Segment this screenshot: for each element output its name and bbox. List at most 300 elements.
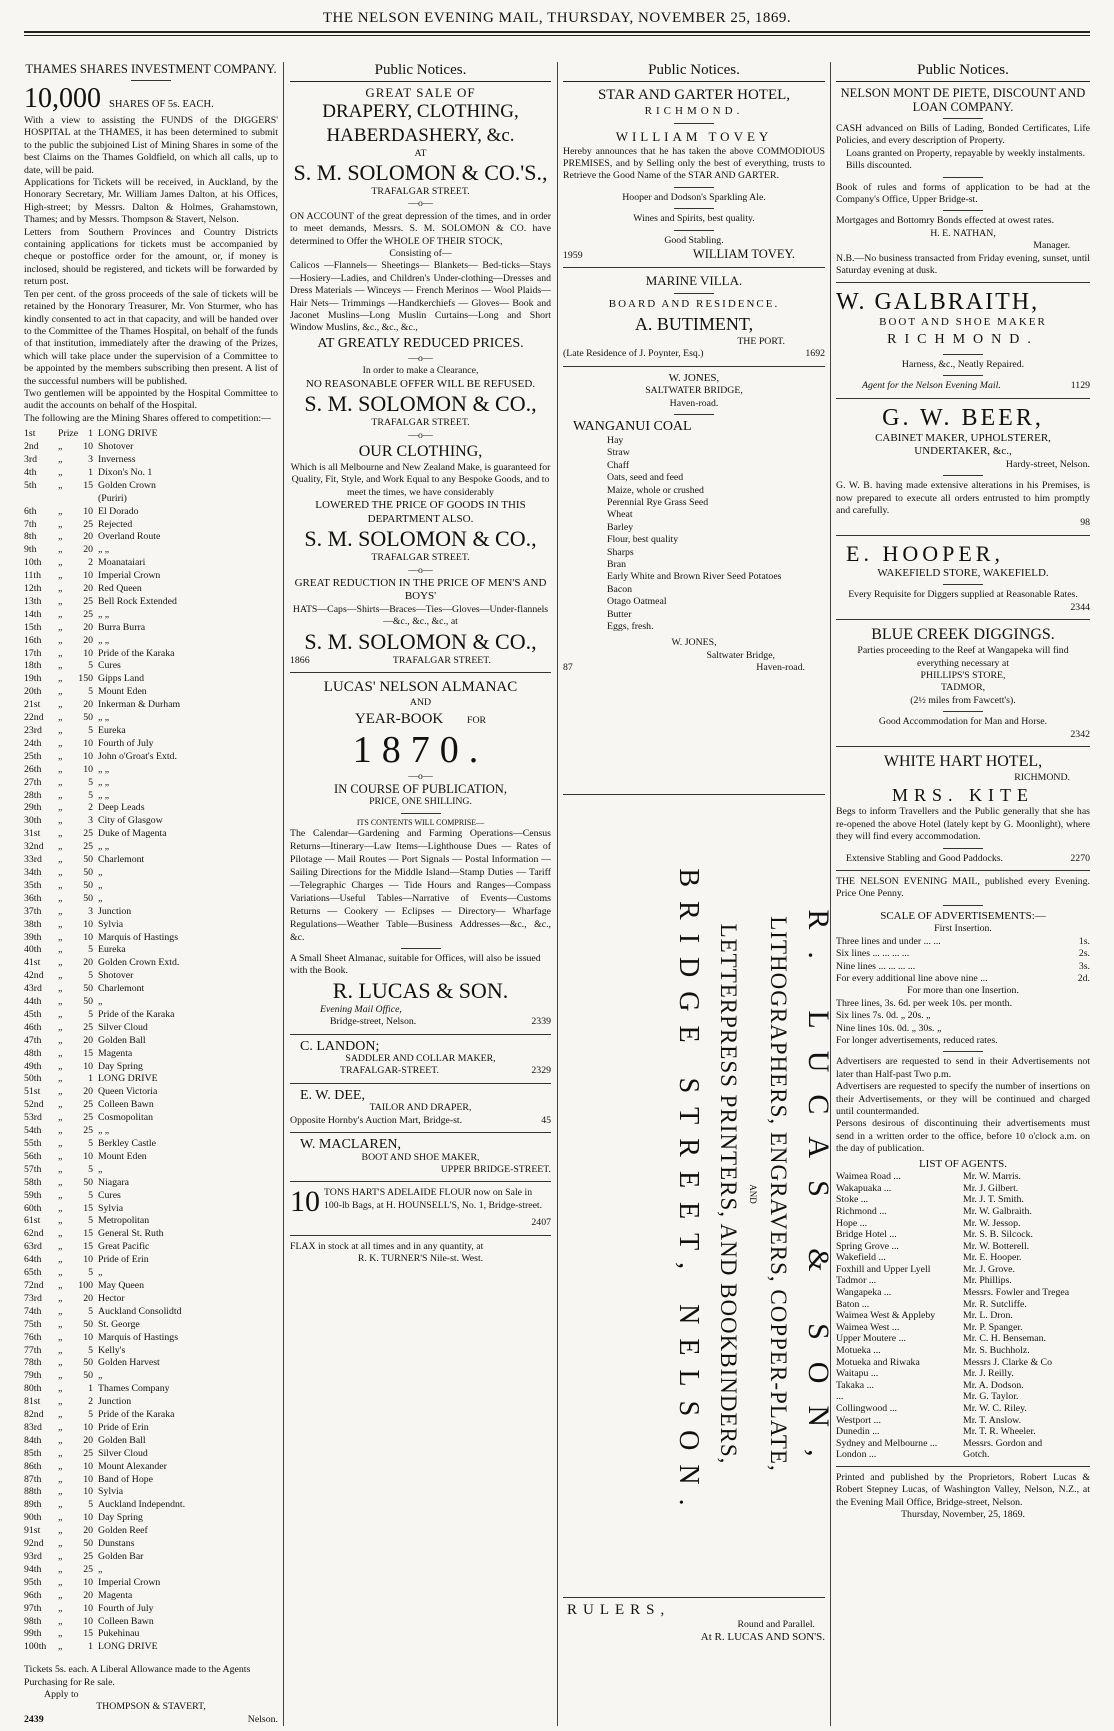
prize-row xyxy=(24,480,278,493)
prize-claim: Charlemont xyxy=(98,854,145,866)
ad-number: 2270 xyxy=(1070,852,1090,864)
prize-row xyxy=(24,1435,278,1448)
prize-label: „ xyxy=(58,1421,63,1433)
prize-label: „ xyxy=(58,1202,63,1214)
month-row: Nine lines 10s. 0d. „ 30s. „ xyxy=(836,1022,942,1034)
prize-claim: Band of Hope xyxy=(98,1473,153,1485)
prize-rank: 74th xyxy=(24,1305,42,1317)
prize-claim: Hector xyxy=(98,1292,125,1304)
divider xyxy=(674,123,714,124)
masthead: THE NELSON EVENING MAIL, THURSDAY, NOVEMBER 25, 1869. xyxy=(322,10,792,26)
prize-label: „ xyxy=(58,789,63,801)
prize-row xyxy=(24,493,278,506)
agent-person: Messrs. Gordon and xyxy=(963,1437,1043,1449)
prize-qty: 15 xyxy=(83,1047,93,1059)
prize-rank: 77th xyxy=(24,1344,42,1356)
prize-row xyxy=(24,531,278,544)
goods-item: Early White and Brown River Seed Potatoes xyxy=(607,571,782,583)
solomon-address: TRAFALGAR STREET. xyxy=(371,417,470,429)
prize-qty: 20 xyxy=(83,1086,93,1098)
prize-rank: 25th xyxy=(24,750,42,762)
longer-ads: For longer advertisements, reduced rates. xyxy=(836,1034,998,1046)
prize-claim: Golden Bar xyxy=(98,1551,144,1562)
divider xyxy=(401,813,441,814)
prize-row xyxy=(24,996,278,1009)
prize-label: „ xyxy=(58,647,63,659)
prize-label xyxy=(58,493,72,506)
prize-rank: 96th xyxy=(24,1589,42,1601)
jones-name: W. JONES, xyxy=(668,371,720,384)
scale-price: 2s. xyxy=(1078,948,1090,960)
marine-villa: MARINE VILLA. xyxy=(645,273,743,289)
dee-footer xyxy=(290,1115,551,1127)
prize-rank: 46th xyxy=(24,1021,42,1033)
prize-label: „ xyxy=(58,944,63,956)
kite-text: Begs to inform Travellers and the Public generally that she has re-opened the above Hotel (lately kept by G. Moonlight), where they will find every accommodation. xyxy=(836,806,1090,843)
prize-rank: 17th xyxy=(24,647,42,659)
prize-rank: 28th xyxy=(24,789,42,801)
thames-title: THAMES SHARES INVESTMENT COMPANY. xyxy=(25,62,277,76)
prize-claim: Colleen Bawn xyxy=(98,1615,154,1627)
tovey-text: Hereby announces that he has taken the above COMMODIOUS PREMISES, and by Selling only the best of everything, trusts to Retrieve the Good Name of the STAR AND GARTER. xyxy=(563,145,825,182)
prize-qty: 20 xyxy=(83,621,93,633)
prize-claim: „ „ xyxy=(98,1125,110,1137)
prize-claim: Charlemont xyxy=(98,983,145,995)
beer-name: G. W. BEER, xyxy=(882,404,1044,431)
miles-note: (2½ miles from Fawcett's). xyxy=(910,694,1016,706)
prize-claim: Pride of Erin xyxy=(98,1254,149,1266)
ad-number: 2439 xyxy=(24,1713,44,1725)
prize-label: „ xyxy=(58,1344,63,1356)
divider xyxy=(943,905,983,906)
prize-claim: LONG DRIVE xyxy=(98,428,158,440)
prize-row xyxy=(24,570,278,583)
prize-label: „ xyxy=(58,983,63,995)
prize-rank: 72nd xyxy=(24,1279,44,1291)
prize-row xyxy=(24,919,278,932)
lucas-vertical-ad xyxy=(571,794,842,1594)
prize-qty: 50 xyxy=(83,1318,93,1330)
agent-person: Gotch. xyxy=(963,1449,990,1461)
agent-person: Mr. W. Marris. xyxy=(963,1171,1021,1183)
prize-row xyxy=(24,699,278,712)
prize-list xyxy=(24,428,278,1654)
yearbook-line xyxy=(290,710,551,729)
lucas-son: R. LUCAS & SON. xyxy=(332,977,509,1003)
prize-label: „ xyxy=(58,1396,63,1408)
prize-row xyxy=(24,1538,278,1551)
prize-row xyxy=(24,609,278,622)
ad-number: 45 xyxy=(541,1114,551,1126)
agent-person: Messrs J. Clarke & Co xyxy=(963,1356,1052,1368)
kite-footer xyxy=(836,853,1090,865)
prize-label: „ xyxy=(58,1047,63,1059)
prize-row xyxy=(24,751,278,764)
bills-discounted: Bills discounted. xyxy=(846,160,912,172)
tickets-note: Tickets 5s. each. A Liberal Allowance made to the Agents Purchasing for Re sale. xyxy=(24,1664,251,1688)
agent-person: Mr. T. R. Wheeler. xyxy=(963,1426,1036,1438)
prize-row xyxy=(24,1422,278,1435)
scale-lines: Six lines ... ... ... ... xyxy=(836,948,910,960)
divider xyxy=(943,375,983,376)
prize-row xyxy=(24,1564,278,1577)
tovey-footer xyxy=(563,247,825,262)
prize-claim: Berkley Castle xyxy=(98,1138,156,1149)
agent-district: Westport ... xyxy=(836,1414,881,1426)
maclaren-trade: BOOT AND SHOE MAKER, xyxy=(361,1151,480,1163)
goods-item: Bacon xyxy=(607,583,633,595)
hooper-text: Every Requisite for Diggers supplied at Reasonable Rates. xyxy=(848,589,1078,601)
prize-label: „ xyxy=(58,1215,63,1227)
agent-person: Messrs. Fowler and Tregea xyxy=(963,1287,1070,1299)
prize-row xyxy=(24,1332,278,1345)
prize-row xyxy=(24,1448,278,1461)
prize-row xyxy=(24,880,278,893)
prize-rank: 11th xyxy=(24,570,42,582)
prize-claim: Golden Ball xyxy=(98,1034,146,1046)
prize-qty: 50 xyxy=(83,1357,93,1369)
prize-row xyxy=(24,673,278,686)
landon-footer xyxy=(290,1065,551,1077)
prize-claim: „ „ xyxy=(98,608,110,620)
prize-claim: El Dorado xyxy=(98,505,139,517)
prize-row xyxy=(24,1099,278,1112)
prize-label: „ xyxy=(58,583,63,595)
prize-claim: Silver Cloud xyxy=(98,1021,148,1033)
prize-qty: 1 xyxy=(88,1641,93,1653)
prize-claim: Mount Eden xyxy=(98,686,147,698)
star-garter: STAR AND GARTER HOTEL, xyxy=(597,87,791,103)
prize-label: „ xyxy=(58,1357,63,1369)
lucas-address: Bridge-street, Nelson. xyxy=(330,1016,417,1028)
prize-claim: Sylvia xyxy=(98,1486,124,1498)
apply-to: Apply to xyxy=(44,1689,79,1701)
prize-row xyxy=(24,854,278,867)
prize-row xyxy=(24,983,278,996)
prize-qty: 25 xyxy=(83,1447,93,1459)
v-bridge-street: BRIDGE STREET, NELSON. xyxy=(673,868,704,1520)
prize-label: „ xyxy=(58,1499,63,1511)
prize-rank: 87th xyxy=(24,1473,42,1485)
prize-row xyxy=(24,1551,278,1564)
prize-rank: 38th xyxy=(24,918,42,930)
prize-label: „ xyxy=(58,1112,63,1124)
prize-qty: 10 xyxy=(83,647,93,659)
prize-rank: 100th xyxy=(24,1641,47,1653)
agent-person: Mr. Phillips. xyxy=(963,1275,1012,1287)
tovey-signature: WILLIAM TOVEY. xyxy=(692,246,795,261)
prize-claim: Bell Rock Extended xyxy=(98,595,177,607)
mont-de-piete: NELSON MONT DE PIETE, DISCOUNT AND LOAN COMPANY. xyxy=(840,86,1086,114)
prize-rank: 50th xyxy=(24,1073,42,1085)
agent-person: Mr. G. Taylor. xyxy=(963,1391,1019,1403)
prize-qty: 10 xyxy=(83,1421,93,1433)
prize-rank: 60th xyxy=(24,1202,42,1214)
prize-row xyxy=(24,1009,278,1022)
prize-rank: 22nd xyxy=(24,712,44,724)
prize-claim: Queen Victoria xyxy=(98,1086,158,1098)
prize-claim: Great Pacific xyxy=(98,1241,150,1253)
divider xyxy=(943,848,983,849)
prize-row xyxy=(24,622,278,635)
prize-rank: 43rd xyxy=(24,983,42,995)
agent-district: Spring Grove ... xyxy=(836,1240,899,1252)
prize-rank: 95th xyxy=(24,1576,42,1588)
prize-label: „ xyxy=(58,1563,63,1575)
nb-note: N.B.—No business transacted from Friday evening, sunset, until Saturday evening at dusk. xyxy=(836,252,1090,277)
divider xyxy=(836,535,1090,536)
prize-qty: 10 xyxy=(83,737,93,749)
prize-row xyxy=(24,454,278,467)
shares-heading xyxy=(24,85,278,113)
prize-qty: 5 xyxy=(88,1008,93,1020)
prize-label: „ xyxy=(58,466,63,478)
prize-claim: LONG DRIVE xyxy=(98,1073,158,1085)
imprint-date: Thursday, November, 25, 1869. xyxy=(901,1509,1025,1521)
prize-qty: 50 xyxy=(83,866,93,878)
prize-qty: 50 xyxy=(83,854,93,866)
agent-person: Mr. A. Dodson. xyxy=(963,1379,1024,1391)
scale-rows xyxy=(836,936,1090,986)
prize-rank: 94th xyxy=(24,1563,42,1575)
prize-row xyxy=(24,1616,278,1629)
prize-row xyxy=(24,1061,278,1074)
prize-rank: 80th xyxy=(24,1383,42,1395)
prize-qty: 5 xyxy=(88,660,93,672)
book-rules: Book of rules and forms of application to be had at the Company's Office, Upper Bridge-st. xyxy=(836,181,1090,206)
prize-rank: 44th xyxy=(24,996,42,1008)
prize-row xyxy=(24,970,278,983)
prize-qty: 2 xyxy=(88,557,93,569)
rulers-type: Round and Parallel. xyxy=(737,1619,815,1630)
divider xyxy=(943,1051,983,1052)
agent-person: Mr. W. C. Riley. xyxy=(963,1403,1027,1414)
divider xyxy=(290,1034,551,1035)
prize-row xyxy=(24,944,278,957)
white-hart-place: RICHMOND. xyxy=(1014,771,1070,783)
prize-qty: 15 xyxy=(83,1202,93,1214)
prize-claim: „ xyxy=(98,1163,103,1175)
jones-footer xyxy=(563,662,825,674)
goods-item: Straw xyxy=(607,447,630,459)
prize-claim: Eureka xyxy=(98,725,126,736)
prize-claim: Junction xyxy=(98,905,132,917)
prize-label: „ xyxy=(58,1628,63,1640)
prize-row xyxy=(24,712,278,725)
agent-person: Mr. S. Buchholz. xyxy=(963,1345,1030,1357)
prize-claim: Cosmopolitan xyxy=(98,1112,153,1124)
at-label: AT xyxy=(414,147,427,159)
ad-number: 2344 xyxy=(1070,601,1090,613)
goods-item: Oats, seed and feed xyxy=(607,472,684,484)
prize-label: „ xyxy=(58,595,63,607)
haberdashery-heading: HABERDASHERY, &c. xyxy=(326,124,515,146)
month-row: Three lines, 3s. 6d. per week 10s. per month. xyxy=(836,997,1013,1009)
prize-label: „ xyxy=(58,763,63,775)
prize-row xyxy=(24,1474,278,1487)
prize-rank: 39th xyxy=(24,931,42,943)
prize-claim: Colleen Bawn xyxy=(98,1099,154,1111)
prize-qty: 25 xyxy=(83,1125,93,1137)
our-clothing: OUR CLOTHING, xyxy=(358,442,483,460)
prize-claim: Thames Company xyxy=(98,1383,170,1395)
loans-granted: Loans granted on Property, repayable by weekly instalments. xyxy=(846,147,1086,159)
prize-label: „ xyxy=(58,1525,63,1537)
agent-district: Hope ... xyxy=(836,1217,868,1229)
prize-label: „ xyxy=(58,1331,63,1343)
ad-number: 1959 xyxy=(563,249,583,261)
maclaren-name: W. MACLAREN, xyxy=(300,1137,401,1153)
prize-claim: Niagara xyxy=(98,1176,130,1188)
prize-qty: 3 xyxy=(88,453,93,465)
prize-label: „ xyxy=(58,1460,63,1472)
prize-label: „ xyxy=(58,1099,63,1111)
prize-label: „ xyxy=(58,1163,63,1175)
prize-row xyxy=(24,1280,278,1293)
prize-qty: 10 xyxy=(83,1602,93,1614)
butiment-footer xyxy=(563,348,825,360)
v-and: AND xyxy=(748,1184,758,1204)
agent-district: Dunedin ... xyxy=(836,1426,880,1438)
prize-claim: Cures xyxy=(98,660,121,672)
prize-claim: „ „ xyxy=(98,544,110,556)
goods-item: Sharps xyxy=(607,546,634,558)
maclaren-address: UPPER BRIDGE-STREET. xyxy=(440,1164,551,1176)
prize-rank: 21st xyxy=(24,699,41,711)
dee-trade: TAILOR AND DRAPER, xyxy=(369,1102,472,1114)
agent-district: Waitapu ... xyxy=(836,1368,879,1380)
prize-qty: 25 xyxy=(83,1099,93,1111)
prize-label: „ xyxy=(58,996,63,1008)
prize-label: „ xyxy=(58,699,63,711)
prize-claim: Auckland Independnt. xyxy=(98,1499,186,1511)
prize-claim: Pukehinau xyxy=(98,1628,140,1640)
section-title: Public Notices. xyxy=(836,62,1090,82)
thames-para-6: The following are the Mining Shares offered to competition:— xyxy=(24,412,271,424)
prize-rank: 63rd xyxy=(24,1241,42,1253)
jones-address: SALTWATER BRIDGE, xyxy=(645,385,743,397)
goods-item: Perennial Rye Grass Seed xyxy=(607,497,709,508)
masthead-rule-thin xyxy=(24,35,1090,36)
prize-claim: Sylvia xyxy=(98,918,124,930)
wanganui-coal: WANGANUI COAL xyxy=(573,418,692,434)
divider xyxy=(836,619,1090,620)
prize-rank: 20th xyxy=(24,686,42,698)
column-rule xyxy=(557,62,558,1726)
prize-claim: Duke of Magenta xyxy=(98,828,167,840)
prize-label: „ xyxy=(58,1641,63,1653)
prize-qty: 10 xyxy=(83,505,93,517)
divider xyxy=(674,230,714,231)
prize-claim: „ „ xyxy=(98,634,110,646)
prize-qty: 15 xyxy=(83,1241,93,1253)
prize-label: „ xyxy=(58,828,63,840)
column-public-notices-3 xyxy=(563,62,825,862)
consisting-of: Consisting of— xyxy=(389,247,452,259)
agent-footer xyxy=(24,1714,278,1726)
thames-para-1: With a view to assisting the FUNDS of the DIGGERS' HOSPITAL at the THAMES, it has been determined to submit to the public the subjoined List of Mining Shares in some of the best Claims on the Thames Goldfield, on which all calls, up to date, will be paid. xyxy=(24,115,278,176)
prize-row xyxy=(24,1499,278,1512)
prize-row xyxy=(24,1267,278,1280)
prize-qty: 25 xyxy=(83,608,93,620)
prize-row xyxy=(24,1164,278,1177)
prize-label: „ xyxy=(58,970,63,982)
prize-rank: 19th xyxy=(24,673,42,685)
prize-qty: 15 xyxy=(83,1628,93,1640)
almanac-price: PRICE, ONE SHILLING. xyxy=(369,796,472,808)
goods-item: Eggs, fresh. xyxy=(607,621,654,633)
prize-claim: Magenta xyxy=(98,1047,133,1059)
advertisers-note-2: Advertisers are requested to specify the number of insertions on their Advertisements, or they will be continued and charged until countermanded. xyxy=(836,1081,1090,1117)
prize-label: „ xyxy=(58,854,63,866)
prize-row xyxy=(24,428,278,441)
wines-line: Wines and Spirits, best quality. xyxy=(633,213,755,225)
hats-list: HATS—Caps—Shirts—Braces—Ties—Gloves—Under-flannels—&c., &c., &c., at xyxy=(292,603,549,628)
prize-claim: „ xyxy=(98,866,103,878)
ornament: —o— xyxy=(408,198,433,210)
prize-rank: 93rd xyxy=(24,1551,42,1562)
tovey-name: WILLIAM TOVEY xyxy=(615,128,773,144)
prize-claim: Day Spring xyxy=(98,1512,143,1524)
prize-qty: 10 xyxy=(83,750,93,762)
prize-qty: 10 xyxy=(83,1150,93,1162)
prize-claim: Auckland Consolidtd xyxy=(98,1305,182,1317)
prize-label: „ xyxy=(58,1318,63,1330)
prize-claim: „ xyxy=(98,879,103,891)
divider xyxy=(290,1132,551,1133)
prize-qty: 5 xyxy=(88,776,93,788)
agent-person: Mr. P. Spanger. xyxy=(963,1321,1023,1333)
butiment-place: THE PORT. xyxy=(737,335,785,347)
prize-claim: Dunstans xyxy=(98,1538,135,1550)
flax-text: FLAX in stock at all times and in any quantity, at xyxy=(290,1240,484,1252)
prize-claim: Fourth of July xyxy=(98,737,154,749)
agent-district: ... xyxy=(836,1391,844,1403)
prize-row xyxy=(24,777,278,790)
month-row: Six lines 7s. 0d. „ 20s. „ xyxy=(836,1010,931,1022)
goods-item: Hay xyxy=(607,434,624,446)
prize-rank: 86th xyxy=(24,1460,42,1472)
agent-person: Mr. C. H. Benseman. xyxy=(963,1333,1046,1345)
scale-price: 2d. xyxy=(1077,972,1090,984)
prize-claim: „ xyxy=(98,996,103,1008)
galbraith-place: RICHMOND. xyxy=(887,331,1039,347)
goods-item: Flour, best quality xyxy=(607,534,679,546)
prize-qty: 10 xyxy=(83,1460,93,1472)
drapery-heading: DRAPERY, CLOTHING, xyxy=(322,100,519,122)
prize-qty: 10 xyxy=(83,570,93,582)
small-sheet: A Small Sheet Almanac, suitable for Offices, will also be issued with the Book. xyxy=(290,952,541,977)
agent-person: Mr. W. Botterell. xyxy=(963,1240,1030,1252)
no-offer-refused: NO REASONABLE OFFER WILL BE REFUSED. xyxy=(305,377,536,390)
prize-label: „ xyxy=(58,1305,63,1317)
and-label: AND xyxy=(409,697,432,709)
prize-claim: Eureka xyxy=(98,944,126,956)
prize-rank: 45th xyxy=(24,1008,42,1020)
beer-address: Hardy-street, Nelson. xyxy=(1005,458,1090,470)
prize-rank: 26th xyxy=(24,763,42,775)
prize-label: „ xyxy=(58,750,63,762)
divider xyxy=(943,210,983,211)
prize-qty: 50 xyxy=(83,879,93,891)
divider xyxy=(943,118,983,119)
goods-item: Chaff xyxy=(607,459,630,471)
hooper-store: WAKEFIELD STORE, WAKEFIELD. xyxy=(877,566,1049,579)
prize-row xyxy=(24,660,278,673)
divider xyxy=(563,1597,825,1598)
goods-list xyxy=(563,435,825,634)
prize-rank: 76th xyxy=(24,1331,42,1343)
